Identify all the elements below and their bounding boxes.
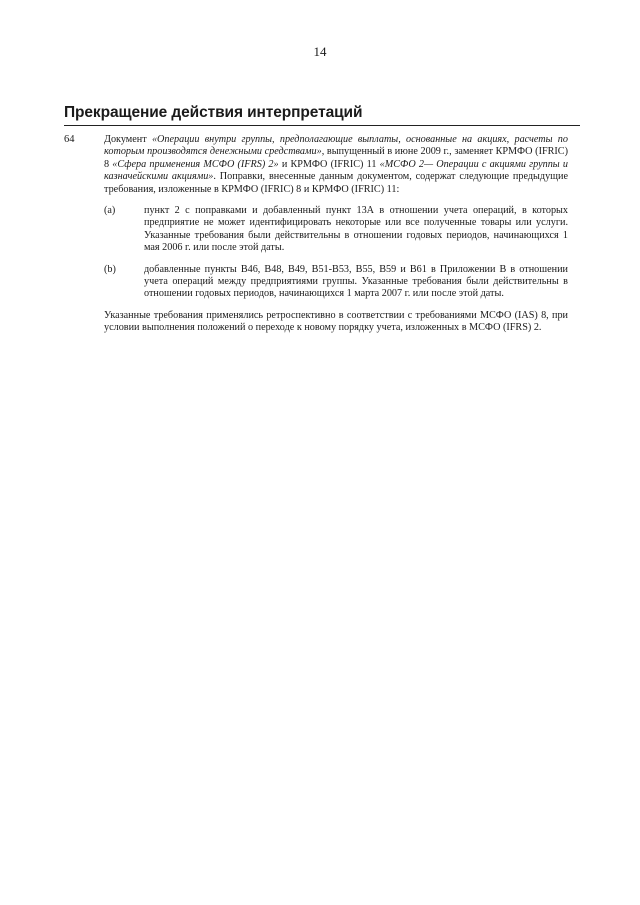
paragraph-closing: Указанные требования применялись ретроспективно в соответствии с требованиями МСФО (IAS) 8, при условии выполнения положений о переходе к новому порядку учета, изложенных в МСФО (IFRS) 2. — [104, 309, 568, 334]
paragraph-body — [104, 134, 568, 335]
list-item-text: добавленные пункты В46, В48, В49, В51-В53, В55, В59 и В61 в Приложении В в отношении учета операций между предприятиями группы. Указанные требования были действительны в отношении годовых периодов, начинающихся 1 марта 2007 г. или после этой даты. — [144, 263, 568, 300]
ifric11-title-italic: «МСФО 2— Операции с акциями группы и казначейскими акциями» — [104, 158, 568, 183]
list-item-text: пункт 2 с поправками и добавленный пункт 13А в отношении учета операций, в которых предприятие не может идентифицировать некоторые или все полученные товары или услуги. Указанные требования были действительны в отношении годовых периодов, начинающихся 1 мая 2006 г. или после этой даты. — [144, 205, 568, 254]
paragraph-intro: Документ «Операции внутри группы, предполагающие выплаты, основанные на акциях, расчеты по которым производятся денежными средствами», выпущенный в июне 2009 г., заменяет КРМФО (IFRIC) 8 «Сфера применения МСФО (IFRS) 2» и КРМФО (IFRIC) 11 «МСФО 2— Операции с акциями группы и казначейскими акциями». Поправки, внесенные данным документом, содержат следующие предыдущие требования, изложенные в КРМФО (IFRIC) 8 и КРМФО (IFRIC) 11: — [104, 134, 568, 195]
page-number: 14 — [313, 44, 327, 59]
ifric8-title-italic: «Сфера применения МСФО (IFRS) 2» — [112, 158, 279, 170]
section-title: Прекращение действия интерпретаций — [64, 104, 580, 126]
paragraph-number: 64 — [64, 134, 75, 145]
document-title-italic: «Операции внутри группы, предполагающие выплаты, основанные на акциях, расчеты по которым производятся денежными средствами» — [104, 134, 568, 158]
list-item-b — [104, 264, 568, 301]
list-item-a — [104, 205, 568, 255]
list-item-label: (b) — [104, 263, 116, 275]
list-item-label: (a) — [104, 205, 116, 217]
